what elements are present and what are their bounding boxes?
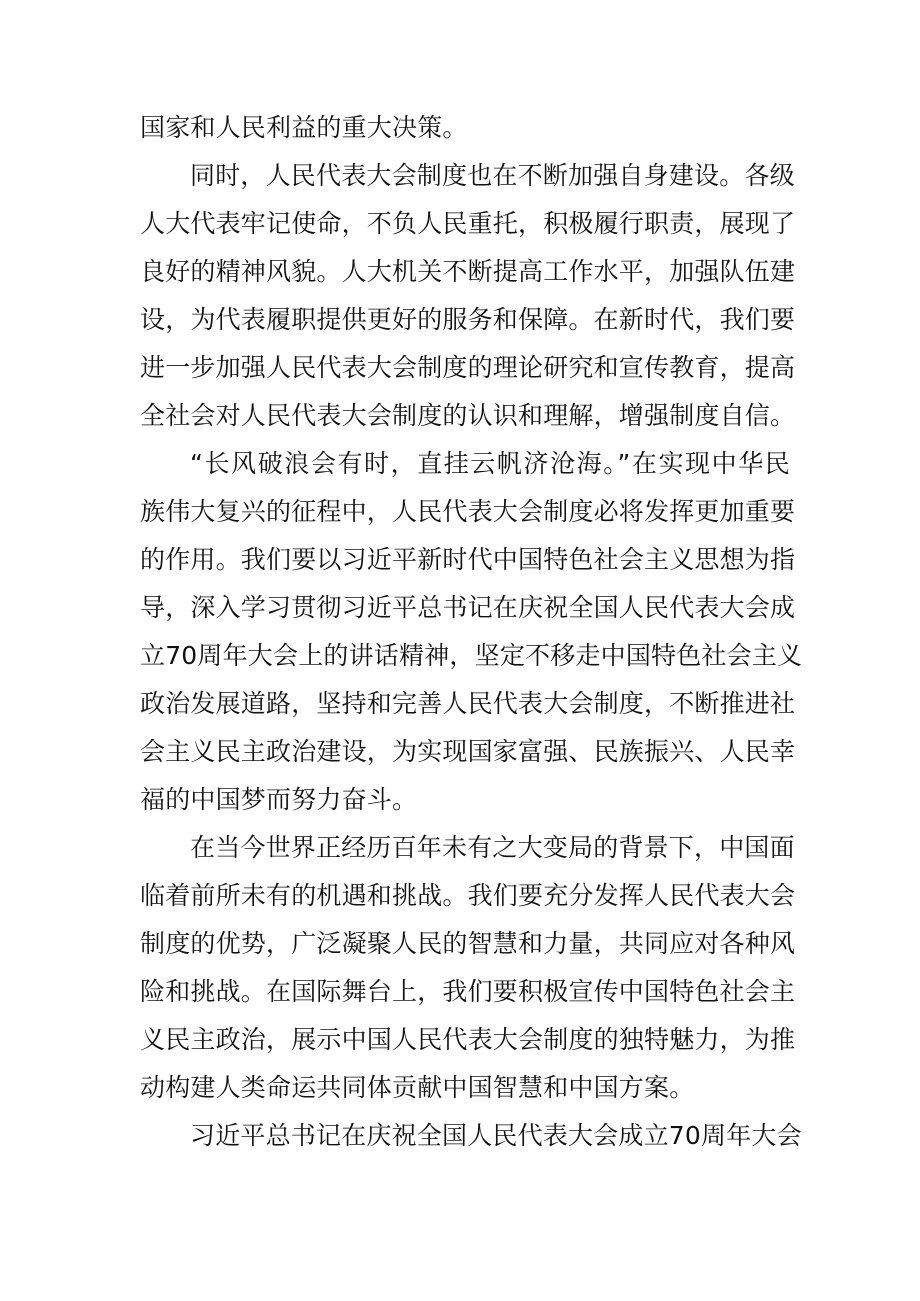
text-line: 人大代表牢记使命，不负人民重托，积极履行职责，展现了 (140, 209, 796, 238)
paragraph-start-line: 同时，人民代表大会制度也在不断加强自身建设。各级 (190, 161, 795, 190)
text-line: 政治发展道路，坚持和完善人民代表大会制度，不断推进社 (140, 689, 796, 718)
text-line: 临着前所未有的机遇和挑战。我们要充分发挥人民代表大会 (140, 881, 796, 910)
paragraph-start-line: 习近平总书记在庆祝全国人民代表大会成立70周年大会 (190, 1121, 802, 1150)
text-line: 险和挑战。在国际舞台上，我们要积极宣传中国特色社会主 (140, 977, 796, 1006)
text-line: 立70周年大会上的讲话精神，坚定不移走中国特色社会主义 (140, 641, 803, 670)
text-line: 义民主政治，展示中国人民代表大会制度的独特魅力，为推 (140, 1025, 796, 1054)
text-line: 制度的优势，广泛凝聚人民的智慧和力量，共同应对各种风 (140, 929, 796, 958)
document-body (140, 104, 803, 1160)
text-line: 会主义民主政治建设，为实现国家富强、民族振兴、人民幸 (140, 737, 796, 766)
text-line: 全社会对人民代表大会制度的认识和理解，增强制度自信。 (140, 401, 796, 430)
text-line: 进一步加强人民代表大会制度的理论研究和宣传教育，提高 (140, 353, 796, 382)
text-line: 动构建人类命运共同体贡献中国智慧和中国方案。 (140, 1073, 695, 1102)
text-line: 导，深入学习贯彻习近平总书记在庆祝全国人民代表大会成 (140, 593, 796, 622)
paragraph-start-line: “长风破浪会有时，直挂云帆济沧海。”在实现中华民 (190, 449, 790, 478)
text-line: 设，为代表履职提供更好的服务和保障。在新时代，我们要 (140, 305, 796, 334)
text-line: 良好的精神风貌。人大机关不断提高工作水平，加强队伍建 (140, 257, 796, 286)
text-line: 的作用。我们要以习近平新时代中国特色社会主义思想为指 (140, 545, 796, 574)
text-line: 福的中国梦而努力奋斗。 (140, 785, 418, 814)
paragraph-start-line: 在当今世界正经历百年未有之大变局的背景下，中国面 (190, 833, 795, 862)
text-line: 族伟大复兴的征程中，人民代表大会制度必将发挥更加重要 (140, 497, 796, 526)
text-line: 国家和人民利益的重大决策。 (140, 113, 468, 142)
